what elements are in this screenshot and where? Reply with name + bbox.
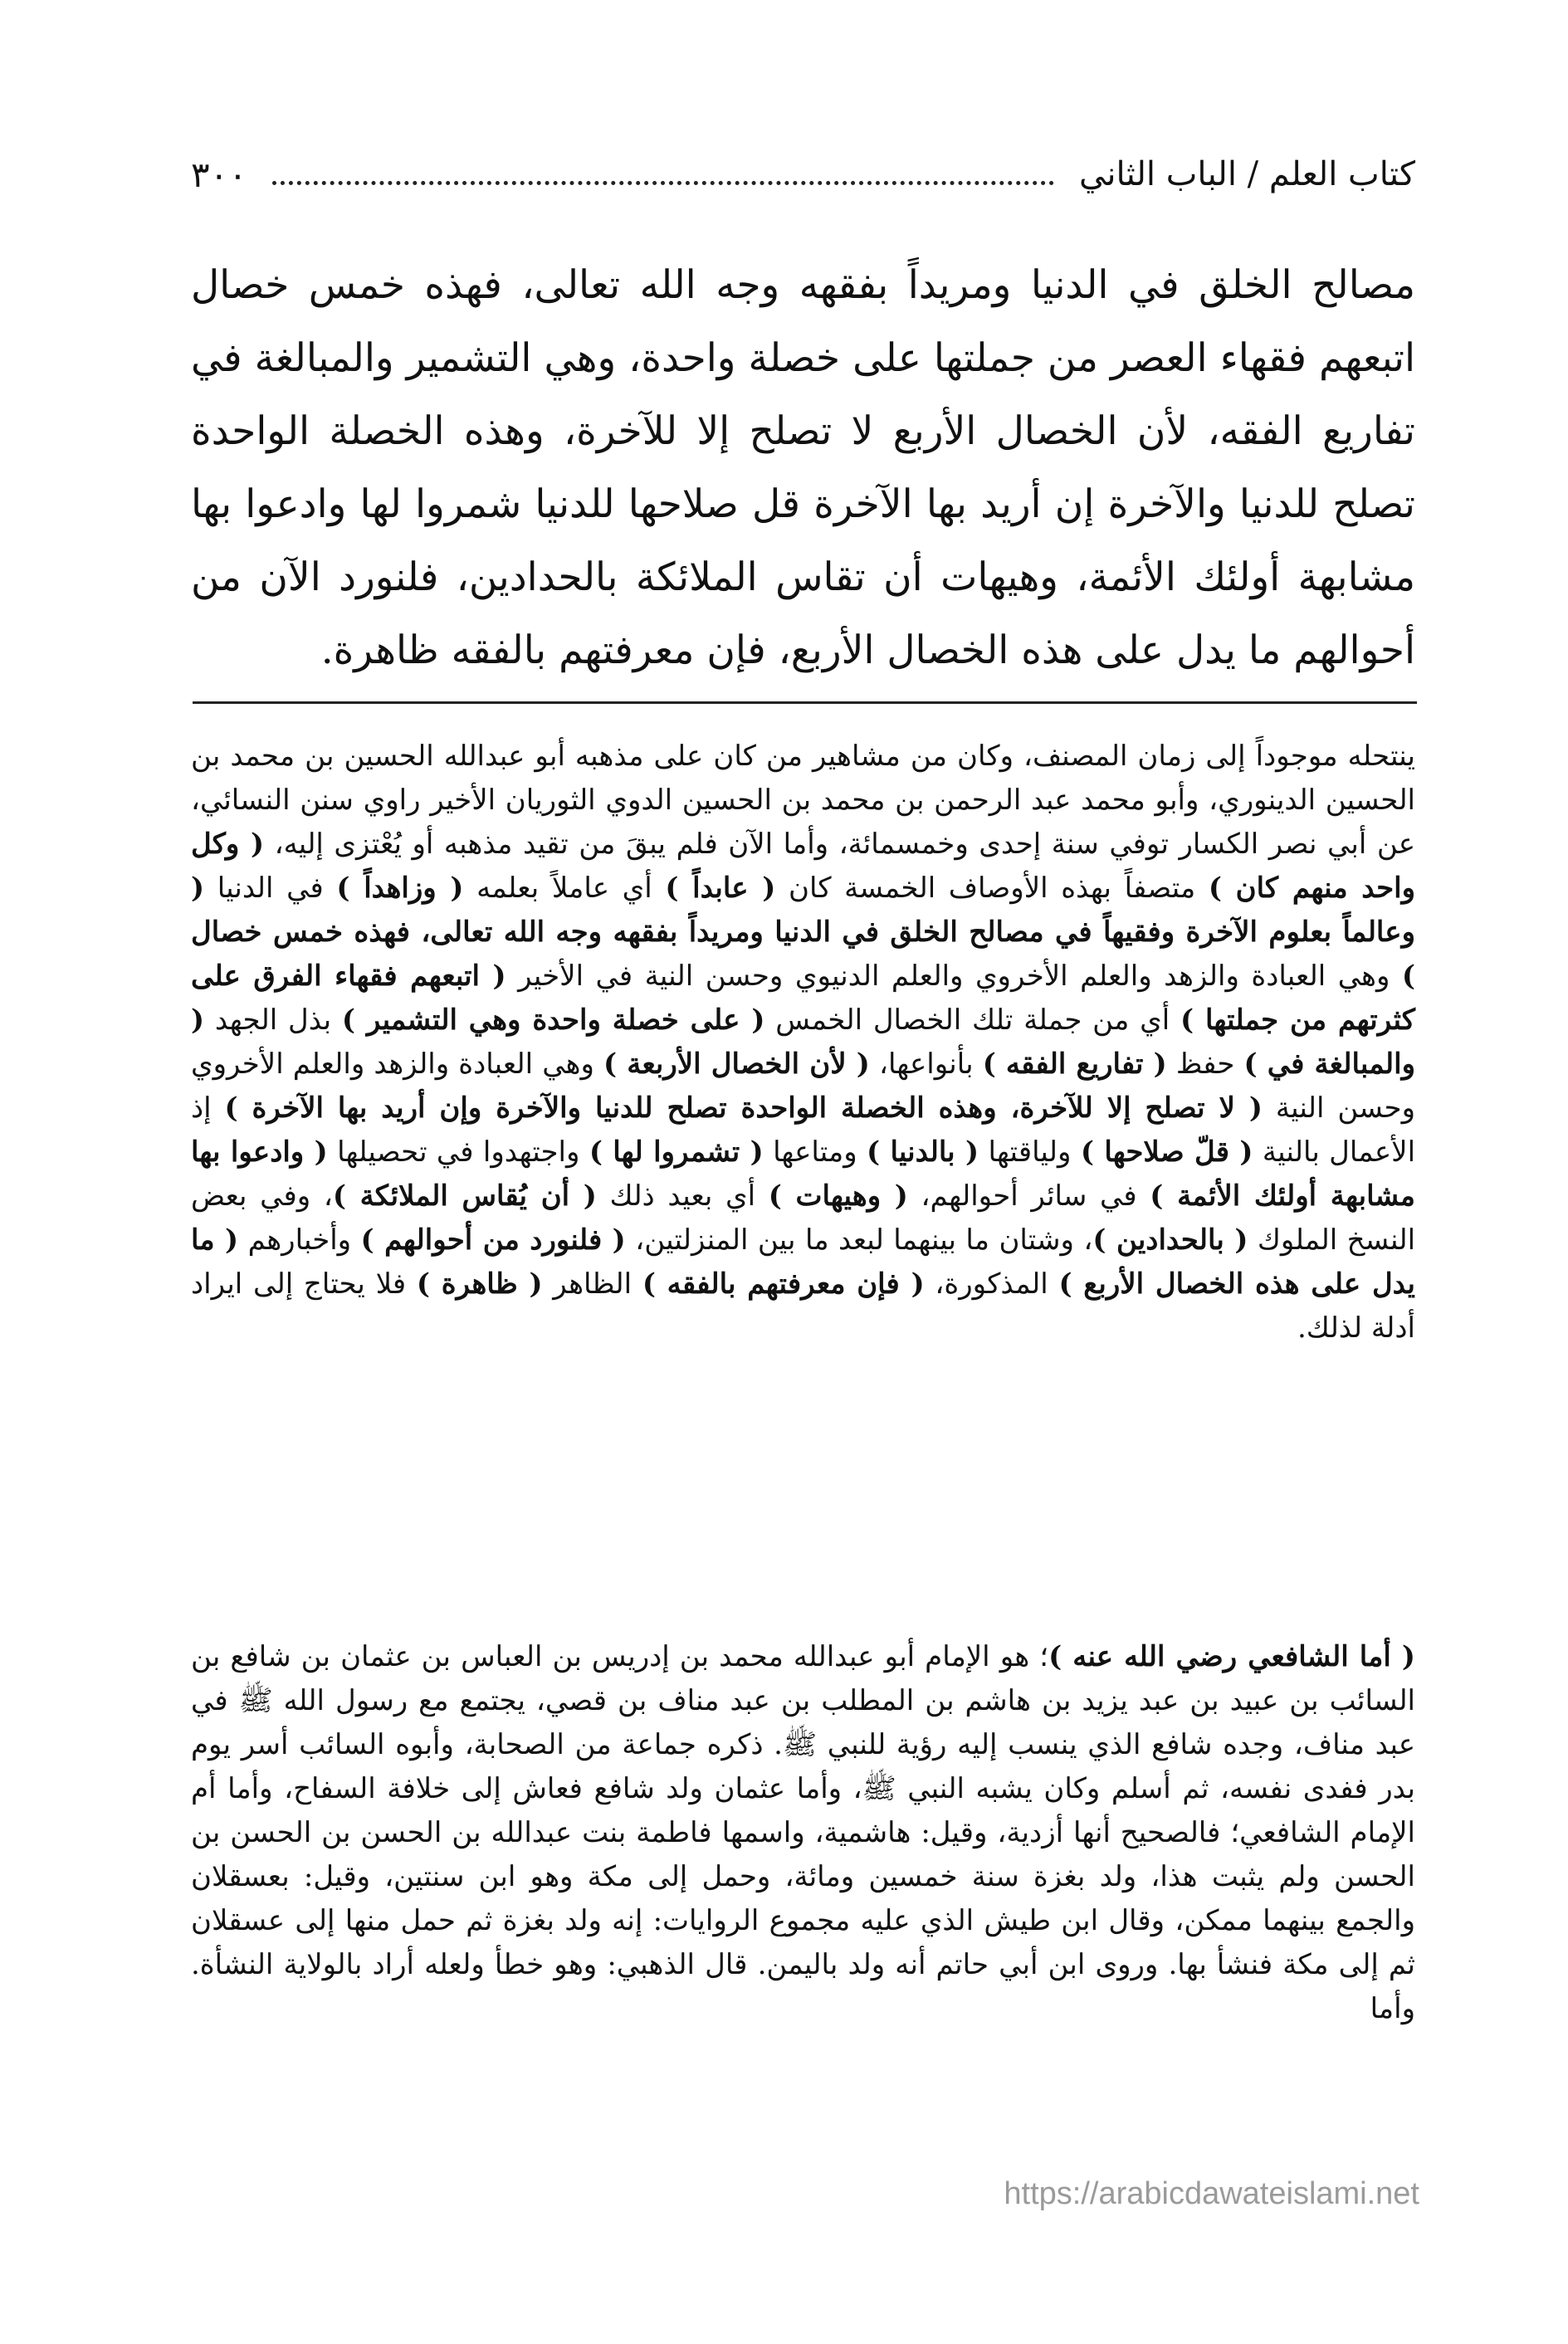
quoted-text-segment: ( لأن الخصال الأربعة ) <box>603 1047 870 1081</box>
page-header <box>191 141 1415 208</box>
commentary-segment: ينتحله موجوداً إلى زمان المصنف، وكان من مشاهير من كان على مذهبه أبو عبدالله الحسين بن محمد بن الحسين الدينوري، وأبو محمد عبد الرحمن بن محمد بن الحسين الدوي الثوريان الأخير راوي سنن النسائي، عن أبي نصر الكسار توفي سنة إحدى وخمسمائة، وأما الآن فلم يبقَ من تقيد مذهبه أو يُعْتزى إليه، <box>191 740 1416 861</box>
commentary-segment: أي بعيد ذلك <box>596 1179 769 1213</box>
quoted-text-segment: ( بالحدادين ) <box>1092 1223 1248 1257</box>
commentary-segment: الظاهر <box>542 1267 642 1301</box>
quoted-text-segment: ( تشمروا لها ) <box>589 1135 764 1169</box>
quoted-text-segment: ( والمبالغة في ) <box>191 1004 1415 1081</box>
quoted-text-segment: ( تفاريع الفقه ) <box>982 1047 1167 1081</box>
quoted-text-segment: ( أن يُقاس الملائكة ) <box>332 1179 597 1213</box>
commentary-block-2 <box>191 1635 1415 2150</box>
quoted-text-segment: ( لا تصلح إلا للآخرة، وهذه الخصلة الواحدة تصلح للدنيا والآخرة وإن أريد بها الآخرة ) <box>224 1091 1263 1125</box>
quoted-text-segment: ( عابداً ) <box>665 872 776 905</box>
commentary-segment: في سائر أحوالهم، <box>907 1179 1150 1213</box>
quoted-text-segment: ( ما يدل على هذه الخصال الأربع ) <box>191 1223 1415 1301</box>
commentary-segment: وهي العبادة والزهد والعلم الأخروي وحسن النية <box>191 1047 1415 1125</box>
quoted-text-segment: ( وهيهات ) <box>768 1179 908 1213</box>
watermark-url: https://arabicdawateislami.net <box>1004 2176 1419 2211</box>
quoted-text-segment: ( قلّ صلاحها ) <box>1080 1135 1253 1169</box>
quoted-text-segment: ( فلنورد من أحوالهم ) <box>360 1223 626 1257</box>
commentary-block-1 <box>191 735 1415 1619</box>
quoted-text-segment: ( بالدنيا ) <box>867 1135 979 1169</box>
footnote-separator <box>193 701 1417 704</box>
commentary-segment: في الدنيا <box>204 872 337 905</box>
commentary-segment: واجتهدوا في تحصيلها <box>327 1135 589 1169</box>
commentary-segment: وهي العبادة والزهد والعلم الأخروي والعلم الدنيوي وحسن النية في الأخير <box>506 960 1402 993</box>
commentary-segment: حفظ <box>1166 1047 1244 1081</box>
chapter-title: كتاب العلم / الباب الثاني <box>1079 155 1415 193</box>
page-number: ٣٠٠ <box>191 154 247 195</box>
commentary-segment: ولياقتها <box>979 1135 1081 1169</box>
commentary-segment: ، وفي بعض النسخ الملوك <box>191 1179 1416 1257</box>
quoted-text-segment: ( ظاهرة ) <box>416 1267 543 1301</box>
commentary-segment: بذل الجهد <box>204 1004 342 1037</box>
commentary-segment: ومتاعها <box>763 1135 867 1169</box>
quoted-text-segment: ( على خصلة واحدة وهي التشمير ) <box>341 1004 765 1037</box>
quoted-text-segment: ( وادعوا بها مشابهة أولئك الأئمة ) <box>191 1135 1416 1213</box>
quoted-text-segment: ( وكل واحد منهم كان ) <box>191 828 1416 905</box>
commentary-segment: ، وشتان ما بينهما لبعد ما بين المنزلتين، <box>625 1223 1093 1257</box>
commentary-segment: فلا يحتاج إلى ايراد أدلة لذلك. <box>191 1267 1415 1345</box>
commentary-segment: أي عاملاً بعلمه <box>463 872 666 905</box>
quoted-text-segment: ( اتبعهم فقهاء الفرق على كثرتهم من جملتها ) <box>191 960 1415 1037</box>
commentary-segment: وأخبارهم <box>238 1223 361 1257</box>
quoted-text-segment: ( فإن معرفتهم بالفقه ) <box>642 1267 925 1301</box>
commentary-segment: المذكورة، <box>924 1267 1059 1301</box>
main-text: مصالح الخلق في الدنيا ومريداً بفقهه وجه الله تعالى، فهذه خمس خصال اتبعهم فقهاء العصر من جملتها على خصلة واحدة، وهي التشمير والمبالغة في تفاريع الفقه، لأن الخصال الأربع لا تصلح إلا للآخرة، وهذه الخصلة الواحدة تصلح للدنيا والآخرة إن أريد بها الآخرة قل صلاحها للدنيا شمروا لها وادعوا بها مشابهة أولئك الأئمة، وهيهات أن تقاس الملائكة بالحدادين، فلنورد الآن من أحوالهم ما يدل على هذه الخصال الأربع، فإن معرفتهم بالفقه ظاهرة. <box>191 262 1415 673</box>
commentary-segment: متصفاً بهذه الأوصاف الخمسة كان <box>775 872 1209 905</box>
header-dotted-leader <box>272 181 1054 185</box>
quoted-text-segment: ( وعالماً بعلوم الآخرة وفقيهاً في مصالح الخلق في الدنيا ومريداً بفقهه وجه الله تعالى، فهذه خمس خصال ) <box>191 872 1415 993</box>
quoted-text-segment: ( وزاهداً ) <box>336 872 464 905</box>
commentary-segment: بأنواعها، <box>869 1047 983 1081</box>
commentary-segment: إذ الأعمال بالنية <box>191 1091 1416 1169</box>
commentary-segment: ؛ هو الإمام أبو عبدالله محمد بن إدريس بن العباس بن عثمان بن شافع بن السائب بن عبيد بن عبد يزيد بن هاشم بن المطلب بن عبد مناف بن قصي، يجتمع مع رسول الله ﷺ في عبد مناف، وجده شافع الذي ينسب إليه رؤية للنبي ﷺ. ذكره جماعة من الصحابة، وأبوه السائب أسر يوم بدر ففدى نفسه، ثم أسلم وكان يشبه النبي ﷺ، وأما عثمان ولد شافع فعاش إلى خلافة السفاح، وأما أم الإمام الشافعي؛ فالصحيح أنها أزدية، وقيل: هاشمية، واسمها فاطمة بنت عبدالله بن الحسن بن الحسن بن الحسن ولم يثبت هذا، ولد بغزة سنة خمسين ومائة، وحمل إلى مكة وهو ابن سنتين، وقيل: بعسقلان والجمع بينهما ممكن، وقال ابن طيش الذي عليه مجموع الروايات: إنه ولد بغزة ثم حمل منها إلى عسقلان ثم إلى مكة فنشأ بها. وروى ابن أبي حاتم أنه ولد باليمن. قال الذهبي: وهو خطأ ولعله أراد بالولاية النشأة. وأما <box>191 1640 1415 2025</box>
commentary-segment: أي من جملة تلك الخصال الخمس <box>764 1004 1181 1037</box>
quoted-text-segment: ( أما الشافعي رضي الله عنه ) <box>1048 1640 1415 1673</box>
